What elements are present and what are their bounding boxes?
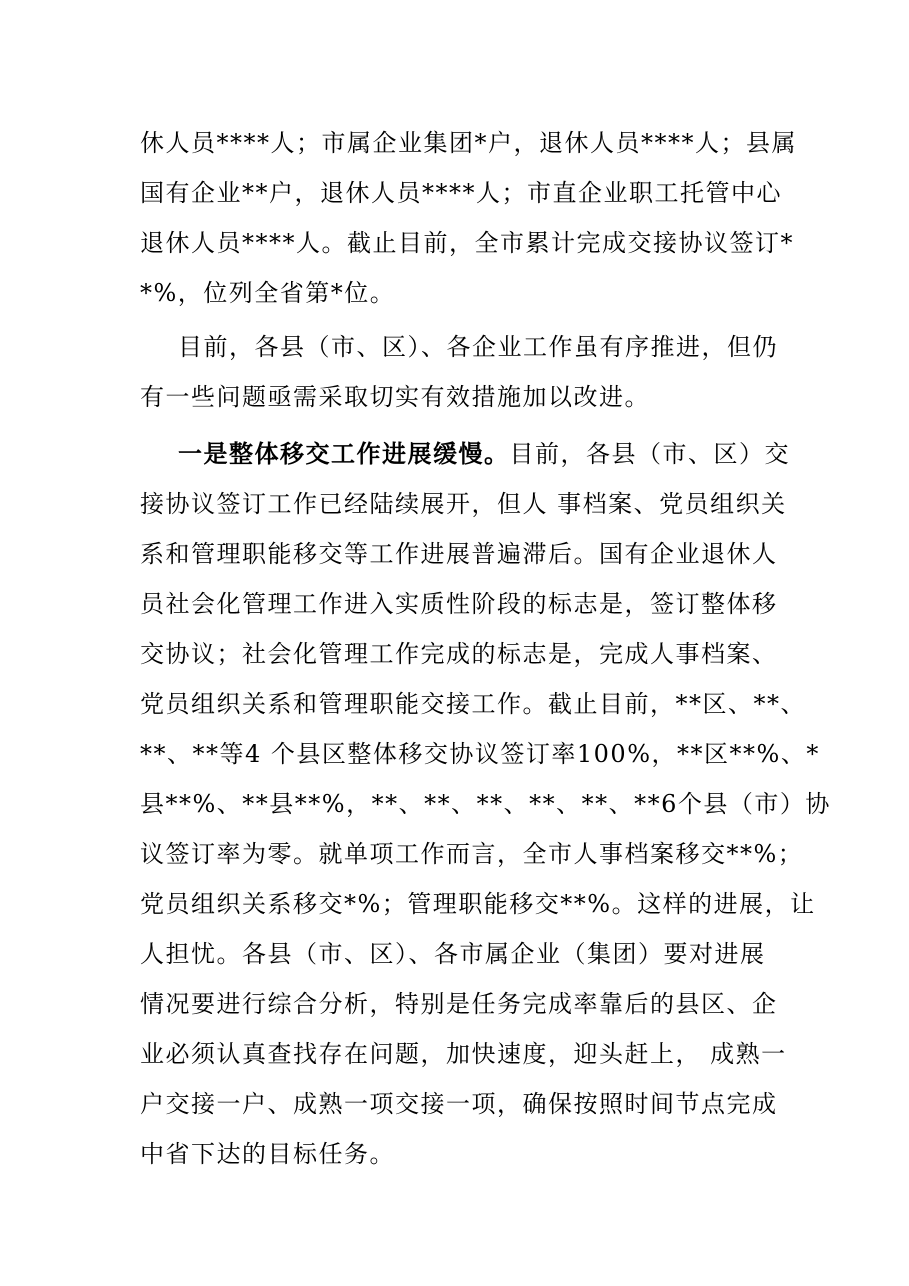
paragraph-line: 党员组织关系移交*%；管理职能移交**%。这样的进展，让: [140, 890, 816, 918]
paragraph-line: 户交接一户、成熟一项交接一项，确保按照时间节点完成: [140, 1090, 778, 1118]
paragraph-line-rest: 目前，各县（市、区）交: [509, 440, 790, 468]
paragraph-line: 国有企业**户，退休人员****人；市直企业职工托管中心: [140, 179, 782, 207]
paragraph-line: 交协议；社会化管理工作完成的标志是，完成人事档案、: [140, 640, 778, 668]
section-heading: 一是整体移交工作进展缓慢。: [178, 439, 510, 468]
paragraph-line: *%，位列全省第*位。: [140, 279, 396, 307]
paragraph-line: 休人员****人；市属企业集团*户，退休人员****人；县属: [140, 129, 797, 157]
paragraph-line: 系和管理职能移交等工作进展普遍滞后。国有企业退休人: [140, 540, 778, 568]
paragraph-line: 有一些问题亟需采取切实有效措施加以改进。: [140, 383, 650, 411]
paragraph-line: 议签订率为零。就单项工作而言，全市人事档案移交**%；: [140, 840, 804, 868]
paragraph-line: 中省下达的目标任务。: [140, 1140, 395, 1168]
paragraph-line: 情况要进行综合分析，特别是任务完成率靠后的县区、企: [140, 990, 778, 1018]
paragraph-line: 接协议签订工作已经陆续展开，但人 事档案、党员组织关: [140, 490, 787, 518]
paragraph-line: 员社会化管理工作进入实质性阶段的标志是，签订整体移: [140, 590, 778, 618]
paragraph-line: 业必须认真查找存在问题，加快速度，迎头赶上， 成熟一: [140, 1040, 787, 1068]
paragraph-line: 党员组织关系和管理职能交接工作。截止目前，**区、**、: [140, 690, 806, 718]
paragraph-first-line: [178, 437, 790, 471]
paragraph-line: 人担忧。各县（市、区）、各市属企业（集团）要对进展: [140, 940, 766, 968]
paragraph-line: 目前，各县（市、区）、各企业工作虽有序推进，但仍: [178, 333, 778, 361]
paragraph-line: 县**%、**县**%，**、**、**、**、**、**6个县（市）协: [140, 790, 831, 818]
paragraph-line: 退休人员****人。截止目前，全市累计完成交接协议签订*: [140, 229, 794, 257]
paragraph-line: **、**等4 个县区整体移交协议签订率100%，**区**%、*: [140, 740, 820, 768]
